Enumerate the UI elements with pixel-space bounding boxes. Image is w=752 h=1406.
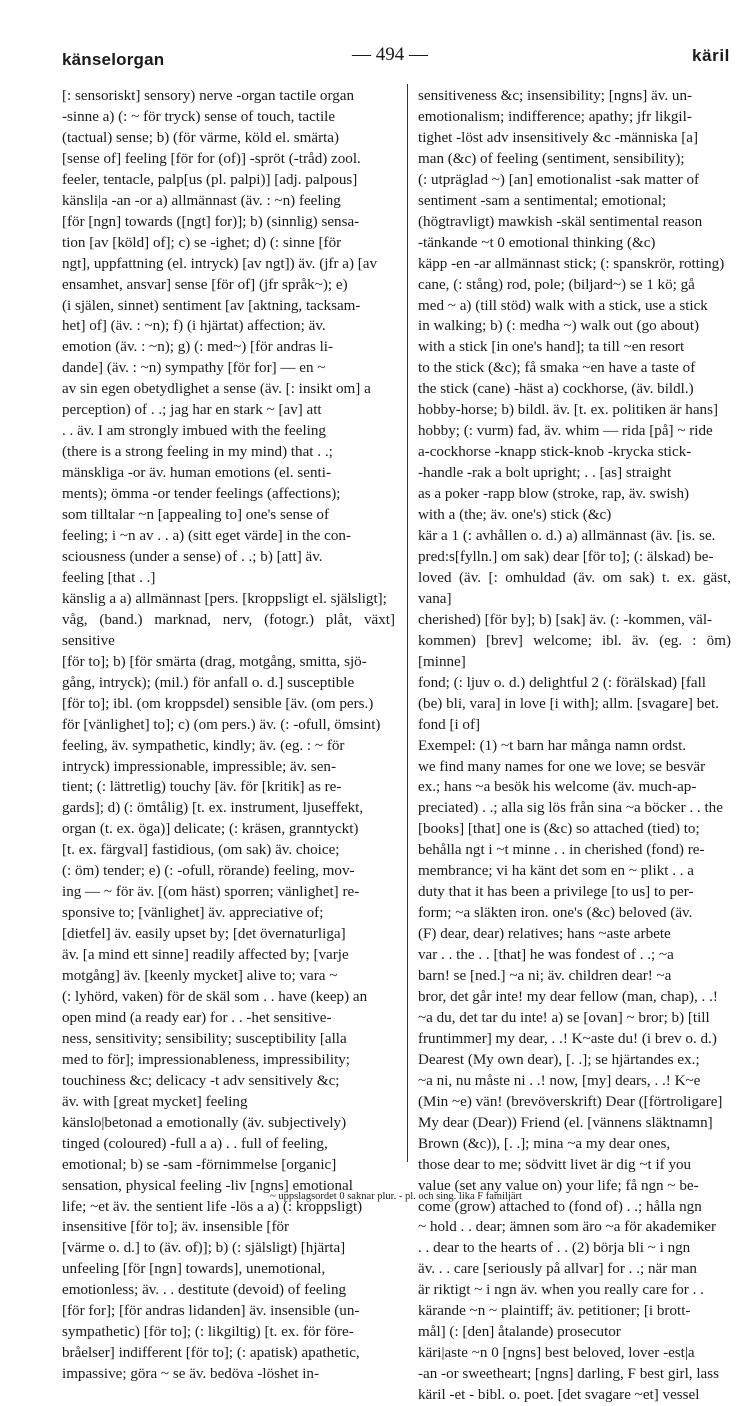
text-line: ~a ni, nu måste ni . .! now, [my] dears, . .! K~e: [418, 1072, 701, 1089]
text-line: [t. ex. färgval] fastidious, (om sak) äv. choice;: [62, 842, 340, 859]
text-line: -an -or sweetheart; [ngns] darling, F best girl, lass: [418, 1366, 719, 1383]
text-line: [books] [that] one is (&c) so attached (tied) to;: [418, 821, 700, 838]
text-line: [för to]; ibl. (om kroppsdel) sensible [äv. (om pers.): [62, 695, 374, 712]
text-line: äv. [a mind ett sinne] readily affected by; [varje: [62, 947, 349, 964]
text-line: cherished) [för by]; b) [sak] äv. (: -kommen, väl-: [418, 611, 713, 628]
text-line: käri|aste ~n 0 [ngns] best beloved, lover -est|a: [418, 1345, 695, 1362]
text-line: tient; (: lättretlig) touchy [äv. för [kritik] as re-: [62, 779, 342, 796]
text-line: impassive; göra ~ se äv. bedöva -löshet in-: [62, 1366, 320, 1383]
text-line: value (set any value on) your life; få ngn ~ be-: [418, 1177, 699, 1194]
text-line: touchiness &c; delicacy -t adv sensitively &c;: [62, 1072, 340, 1089]
text-line: preciated) . .; alla sig lös från sina ~a böcker . . the: [418, 800, 723, 817]
text-line: äv. . . care [seriously på allvar] for . .; när man: [418, 1261, 697, 1278]
text-line: . . dear to the hearts of . . (2) börja bli ~ i ngn: [418, 1240, 691, 1257]
text-line: av sin egen obetydlighet a sense (äv. [: insikt om] a: [62, 381, 371, 398]
text-line: fond; (: ljuv o. d.) delightful 2 (: förälskad) [fall: [418, 674, 706, 691]
text-line: käril -et - bibl. o. poet. [det svagare ~et] vessel: [418, 1387, 700, 1404]
text-line: [sense of] feeling [för for (of)] -spröt (-tråd) zool.: [62, 150, 361, 167]
text-line: ing — ~ för äv. [(om häst) sporren; vänlighet] re-: [62, 884, 360, 901]
text-line: äv. with [great mycket] feeling: [62, 1093, 248, 1110]
text-line: behålla ngt i ~t minne . . in cherished (fond) re-: [418, 842, 705, 859]
text-line: (Min ~e) vän! (brevöverskrift) Dear ([förtroligare]: [418, 1093, 723, 1110]
page-header: [62, 42, 730, 76]
text-line: (i själen, sinnet) sentiment [av [aktning, tacksam-: [62, 297, 361, 314]
text-line: [för for]; [för andras lidanden] äv. insensible (un-: [62, 1303, 360, 1320]
text-line: sciousness (under a sense) of . .; b) [att] äv.: [62, 548, 323, 565]
left-running-headword: känselorgan: [62, 50, 165, 69]
text-line: organ (t. ex. öga)] delicate; (: kräsen, granntyckt): [62, 821, 359, 838]
text-line: dande] (äv. : ~n) sympathy [för for] — en ~: [62, 360, 326, 377]
text-line: sensitiveness &c; insensibility; [ngns] äv. un-: [418, 88, 693, 104]
text-line: with a stick [in one's hand]; ta till ~en resort: [418, 339, 685, 356]
text-line: ~ hold . . dear; ämnen som äro ~a för akademiker: [418, 1219, 716, 1236]
text-line: bror, det går inte! my dear fellow (man, chap), . .!: [418, 988, 718, 1005]
text-line: [: sensoriskt] sensory) nerve -organ tactile organ: [62, 88, 355, 104]
text-line: tinged (coloured) -full a a) . . full of feeling,: [62, 1135, 328, 1152]
text-line: we find many names for one we love; se besvär: [418, 758, 706, 775]
text-line: ~a du, det tar du inte! a) se [ovan] ~ bror; b) [till: [418, 1009, 710, 1026]
text-line: come (grow) attached to (fond of) . .; hålla ngn: [418, 1198, 702, 1215]
text-line: ex.; hans ~a besök his welcome (äv. much-ap-: [418, 779, 697, 796]
text-line: insensitive [för to]; äv. insensible [för: [62, 1219, 290, 1236]
text-line: fond [i of]: [418, 716, 481, 733]
text-line: gards]; d) (: ömtålig) [t. ex. instrument, ljuseffekt,: [62, 800, 364, 817]
text-line: ensamhet, ansvar] sense [för of] (jfr språk~); e): [62, 276, 348, 293]
text-line: (: öm) tender; e) (: -ofull, rörande) feeling, mov-: [62, 863, 355, 880]
text-line: -sinne a) (: ~ för tryck) sense of touch, tactile: [62, 108, 336, 125]
text-line: (: lyhörd, vaken) för de skäl som . . have (keep) an: [62, 988, 368, 1005]
text-line: feeling [that . .]: [62, 569, 156, 586]
text-line: gång, intryck); (mil.) för anfall o. d.] susceptible: [62, 674, 355, 691]
text-line: . . äv. I am strongly imbued with the feeling: [62, 423, 326, 440]
column-divider: [407, 84, 408, 1162]
text-line: sympathetic) [för to]; (: likgiltig) [t. ex. för före-: [62, 1324, 354, 1341]
text-line: ments); ömma -or tender feelings (affections);: [62, 486, 341, 503]
text-line: (be) bli, vara] in love [i with]; allm. [svagare] bet.: [418, 695, 719, 712]
text-line: het] of] (äv. : ~n); f) (i hjärtat) affection; äv.: [62, 318, 326, 335]
text-line: Exempel: (1) ~t barn har många namn ordst.: [418, 737, 687, 754]
text-line: life; ~et äv. the sentient life -lös a a) (: kroppsligt): [62, 1198, 363, 1215]
text-line: bråelser] indifferent [för to]; (: apatisk) apathetic,: [62, 1345, 360, 1362]
text-line: man (&c) of feeling (sentiment, sensibility);: [418, 150, 685, 167]
text-line: My dear (Dear)) Friend (el. [vännens släktnamn]: [418, 1114, 713, 1131]
text-line: loved (äv. [: omhuldad (äv. om sak) t. ex. gäst, vana]: [418, 569, 731, 607]
text-line: unfeeling [för [ngn] towards], unemotional,: [62, 1261, 326, 1278]
text-line: -tänkande ~t 0 emotional thinking (&c): [418, 234, 656, 251]
text-line: intryck) impressionable, impressible; äv. sen-: [62, 758, 336, 775]
right-running-headword: käril: [692, 46, 730, 65]
text-line: ness, sensitivity; sensibility; susceptibility [alla: [62, 1030, 347, 1047]
footer-legend: ~ uppslagsordet 0 saknar plur. - pl. och sing. lika F familjärt: [270, 1191, 522, 1202]
text-line: emotionalism; indifference; apathy; jfr likgil-: [418, 108, 692, 125]
text-line: as a poker -rapp blow (stroke, rap, äv. swish): [418, 486, 690, 503]
text-line: för [vänlighet] to]; c) (om pers.) äv. (: -ofull, ömsint): [62, 716, 381, 733]
text-line: känslo|betonad a emotionally (äv. subjectively): [62, 1114, 347, 1131]
text-line: in walking; b) (: medha ~) walk out (go about): [418, 318, 700, 335]
text-line: som tilltalar ~n [appealing to] one's sense of: [62, 507, 329, 524]
text-line: emotion (äv. : ~n); g) (: med~) [för andras li-: [62, 339, 334, 356]
text-line: är riktigt ~ i ngn äv. when you really care for . .: [418, 1282, 704, 1299]
text-line: -handle -rak a bolt upright; . . [as] straight: [418, 465, 672, 482]
text-line: [för to]; b) [för smärta (drag, motgång, smitta, sjö-: [62, 653, 367, 670]
text-line: känslig a a) allmännast [pers. [kroppsligt el. själsligt];: [62, 590, 387, 607]
text-line: mål] (: [den] åtalande) prosecutor: [418, 1324, 621, 1341]
text-line: (there is a strong feeling in my mind) that . .;: [62, 444, 333, 461]
text-line: käpp -en -ar allmännast stick; (: spanskrör, rotting): [418, 255, 725, 272]
text-line: form; ~a släkten iron. one's (&c) beloved (äv.: [418, 905, 693, 922]
text-line: emotionless; äv. . . destitute (devoid) of feeling: [62, 1282, 347, 1299]
text-line: sponsive to; [vänlighet] äv. appreciative of;: [62, 905, 324, 922]
text-line: (: utpräglad ~) [an] emotionalist -sak matter of: [418, 171, 700, 188]
text-line: sentiment -sam a sentimental; emotional;: [418, 192, 667, 209]
text-line: feeling, äv. sympathetic, kindly; äv. (eg. : ~ för: [62, 737, 345, 754]
text-line: duty that it has been a privilege [to us] to per-: [418, 884, 694, 901]
text-line: to the stick (&c); få smaka ~en have a taste of: [418, 360, 696, 377]
text-line: emotional; b) se -sam -förnimmelse [organic]: [62, 1156, 337, 1173]
text-line: kär a 1 (: avhållen o. d.) a) allmännast (äv. [is. se.: [418, 528, 716, 545]
text-line: våg, (band.) marknad, nerv, (fotogr.) plåt, växt] sensitive: [62, 611, 395, 649]
text-line: Dearest (My own dear), [. .]; se hjärtandes ex.;: [418, 1051, 700, 1068]
text-line: feeler, tentacle, palp[us (pl. palpi)] [adj. palpous]: [62, 171, 358, 188]
text-line: pred:s[fylln.] om sak) dear [för to]; (: älskad) be-: [418, 548, 714, 565]
right-column: [418, 86, 731, 1406]
text-line: med to för]; impressionableness, impressibility;: [62, 1051, 350, 1068]
text-line: a-cockhorse -knapp stick-knob -krycka stick-: [418, 444, 692, 461]
text-line: ngt], uppfattning (el. intryck) [av ngt]) äv. (jfr a) [av: [62, 255, 378, 272]
text-line: kommen) [brev] welcome; ibl. äv. (eg. : öm) [minne]: [418, 632, 731, 670]
text-line: open mind (a ready ear) for . . -het sensitive-: [62, 1009, 332, 1026]
text-line: barn! se [ned.] ~a ni; äv. children dear! ~a: [418, 968, 672, 985]
text-line: med ~ a) (till stöd) walk with a stick, use a stick: [418, 297, 708, 314]
text-line: sensation, physical feeling -liv [ngns] emotional: [62, 1177, 353, 1194]
text-line: mänskliga -or äv. human emotions (el. senti-: [62, 465, 331, 482]
text-line: var . . the . . [that] he was fondest of . .; ~a: [418, 947, 674, 964]
text-line: those dear to me; södvitt livet är dig ~t if you: [418, 1156, 692, 1173]
text-line: perception) of . .; jag har en stark ~ [av] att: [62, 402, 322, 419]
text-line: fruntimmer] my dear, . .! K~aste du! (i brev o. d.): [418, 1030, 717, 1047]
text-line: (tactual) sense; b) (för värme, köld el. smärta): [62, 129, 340, 146]
text-line: kärande ~n ~ plaintiff; äv. petitioner; [i brott-: [418, 1303, 691, 1320]
text-line: membrance; vi ha känt det som en ~ plikt . . a: [418, 863, 695, 880]
text-line: motgång] äv. [keenly mycket] alive to; vara ~: [62, 968, 338, 985]
text-line: (F) dear, dear) relatives; hans ~aste arbete: [418, 926, 671, 943]
text-line: cane, (: stång) rod, pole; (biljard~) se 1 kö; gå: [418, 276, 695, 293]
text-line: tighet -löst adv insensitively &c -människa [a]: [418, 129, 699, 146]
text-line: känsli|a -an -or a) allmännast (äv. : ~n) feeling: [62, 192, 341, 209]
text-line: the stick (cane) -häst a) cockhorse, (äv. bildl.): [418, 381, 694, 398]
text-line: [för [ngn] towards ([ngt] for)]; b) (sinnlig) sensa-: [62, 213, 360, 230]
page-number: — 494 —: [352, 44, 428, 65]
text-line: Brown (&c)), [. .]; mina ~a my dear ones,: [418, 1135, 671, 1152]
text-line: hobby-horse; b) bildl. äv. [t. ex. politiken är hans]: [418, 402, 718, 419]
text-line: feeling; i ~n av . . a) (sitt eget värde] in the con-: [62, 528, 351, 545]
text-line: [dietfel] äv. easily upset by; [det övernaturliga]: [62, 926, 346, 943]
text-line: (högtravligt) mawkish -skäl sentimental reason: [418, 213, 703, 230]
text-line: tion [av [köld] of]; c) se -ighet; d) (: sinne [för: [62, 234, 342, 251]
text-line: [värme o. d.] to (äv. of)]; b) (: själsligt) [hjärta]: [62, 1240, 346, 1257]
text-line: hobby; (: vurm) fad, äv. whim — rida [på] ~ ride: [418, 423, 713, 440]
text-line: with a (the; äv. one's) stick (&c): [418, 507, 612, 524]
